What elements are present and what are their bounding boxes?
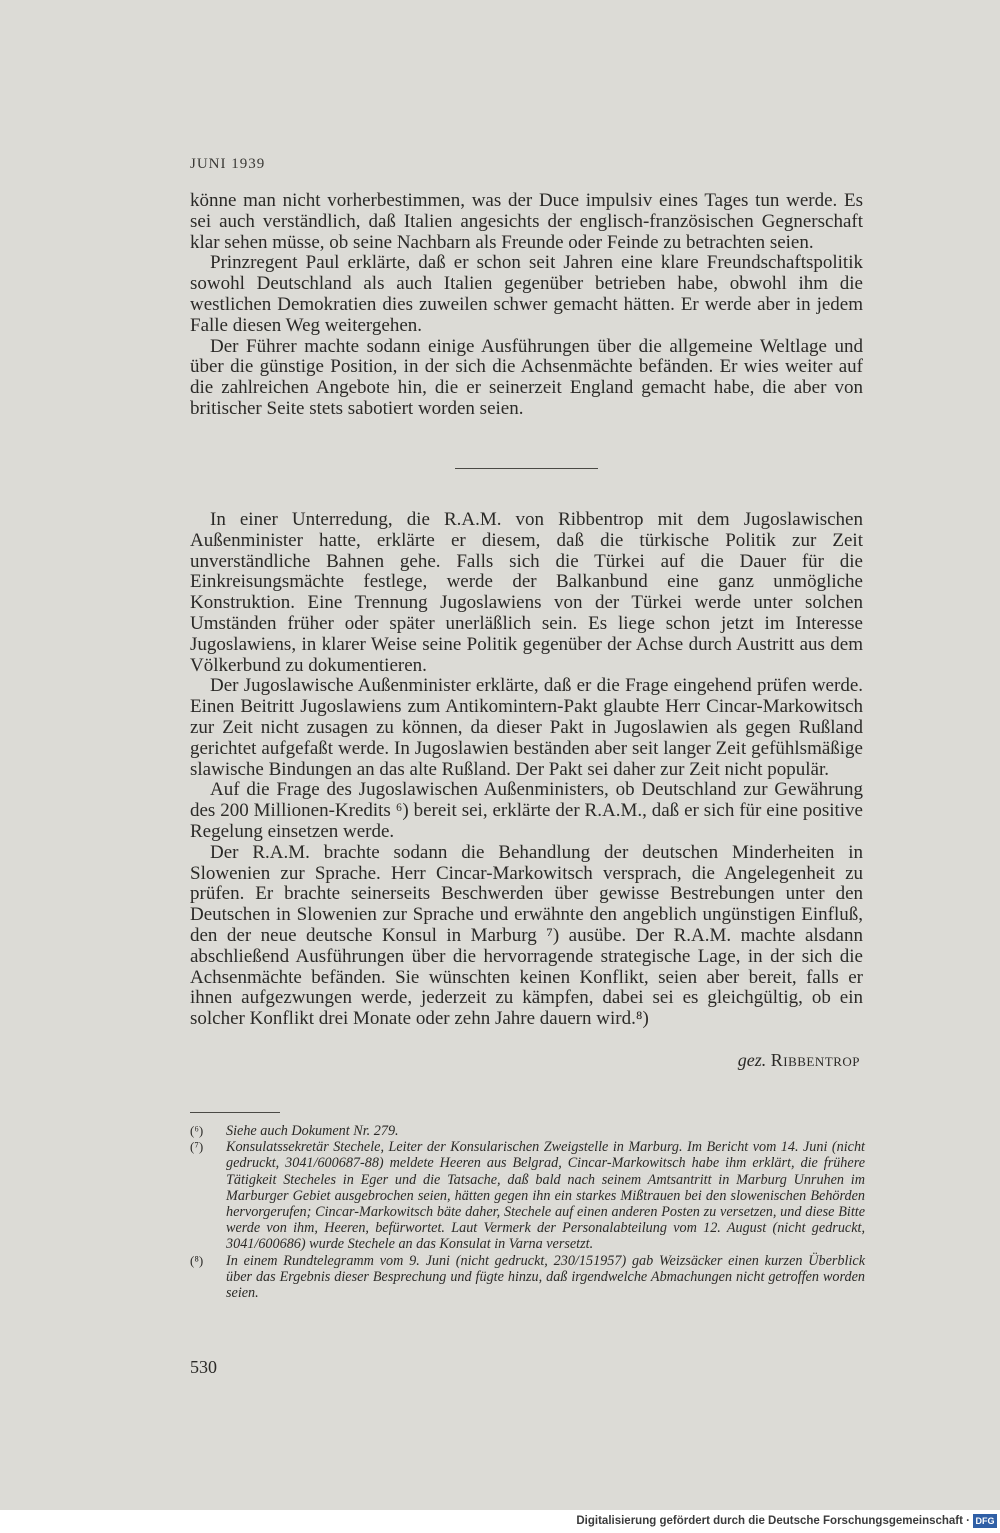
signature-name: Ribbentrop: [770, 1050, 860, 1070]
signature-prefix: gez.: [737, 1050, 767, 1070]
footnotes: [190, 1123, 865, 1301]
paragraph: könne man nicht vorherbestimmen, was der Duce impulsiv eines Tages tun werde. Es sei auch verständlich, daß Italien angesichts der englisch-französischen Gegnerschaft klar sehen müsse, ob seine Nachbarn als Freunde oder Feinde zu betrachten seien.: [190, 190, 863, 253]
footnote-mark: (⁶): [190, 1123, 204, 1138]
dfg-logo-icon: DFG: [973, 1514, 997, 1528]
running-head: JUNI 1939: [190, 156, 266, 172]
footer-credit-text: Digitalisierung gefördert durch die Deutsche Forschungsgemeinschaft ·: [576, 1515, 970, 1527]
paragraph: Der Führer machte sodann einige Ausführungen über die allgemeine Weltlage und über die günstige Position, in der sich die Achsenmächte befänden. Er wies weiter auf die zahlreichen Angebote hin, die er seinerzeit England gemacht habe, die aber von britischer Seite stets sabotiert worden seien.: [190, 335, 863, 419]
footnote-mark: (⁷): [190, 1139, 204, 1155]
footnote: [190, 1139, 865, 1252]
footnote-rule: [190, 1112, 280, 1113]
footnote-text: In einem Rundtelegramm vom 9. Juni (nicht gedruckt, 230/151957) gab Weizsäcker einen kurzen Überblick über das Ergebnis dieser Besprechung und fügte hinzu, daß irgendwelche Abmachungen nicht getroffen worden seien.: [226, 1252, 865, 1302]
digitization-footer: [0, 1510, 1000, 1533]
section-divider: [455, 468, 598, 469]
section-1-text: [190, 191, 863, 420]
footnote: [190, 1123, 865, 1139]
footnote: [190, 1253, 865, 1302]
footnote-mark: (⁸): [190, 1252, 204, 1268]
paragraph: Der Jugoslawische Außenminister erklärte, daß er die Frage eingehend prüfen werde. Einen Beitritt Jugoslawiens zum Antikomintern-Pakt glaubte Herr Cincar-Markowitsch zur Zeit nicht zusagen zu können, da dieser Pakt in Jugoslawien als gegen Rußland gerichtet aufgefaßt werde. In Jugoslawien beständen aber seit langer Zeit gefühlsmäßige slawische Bindungen an das alte Rußland. Der Pakt sei daher zur Zeit nicht populär.: [190, 675, 863, 780]
paragraph: In einer Unterredung, die R.A.M. von Ribbentrop mit dem Jugoslawischen Außenminister hatte, erklärte er diesem, daß die türkische Politik zur Zeit unverständliche Bahnen gehe. Falls sich die Türkei auf die Dauer für die Einkreisungsmächte festlege, werde der Balkanbund eine ganz unmögliche Konstruktion. Eine Trennung Jugoslawiens von der Türkei werde unter solchen Umständen früher oder später unerläßlich sein. Es liege schon jetzt im Interesse Jugoslawiens, in klarer Weise seine Politik gegenüber der Achse durch Austritt aus dem Völkerbund zu dokumentieren.: [190, 509, 863, 676]
paragraph: Der R.A.M. brachte sodann die Behandlung der deutschen Minderheiten in Slowenien zur Sprache. Herr Cincar-Markowitsch versprach, die Angelegenheit zu prüfen. Er brachte seinerseits Beschwerden über gewisse Bestrebungen unter den Deutschen in Slowenien zur Sprache und erwähnte den angeblich ungünstigen Einfluß, den der neue deutsche Konsul in Marburg ⁷) ausübe. Der R.A.M. machte alsdann abschließend Ausführungen über die hervorragende strategische Lage, in der sich die Achsenmächte befänden. Sie wünschten keinen Konflikt, seien aber bereit, falls er ihnen aufgezwungen werde, jederzeit zu kämpfen, dabei sei es gleichgültig, ob ein solcher Konflikt drei Monate oder zehn Jahre dauern wird.⁸): [190, 841, 863, 1030]
paragraph: Auf die Frage des Jugoslawischen Außenministers, ob Deutschland zur Gewährung des 200 Millionen-Kredits ⁶) bereit sei, erklärte der R.A.M., daß er sich für eine positive Regelung einsetzen werde.: [190, 779, 863, 842]
page-number: 530: [190, 1357, 217, 1377]
footnote-text: Siehe auch Dokument Nr. 279.: [226, 1123, 399, 1139]
section-2-text: [190, 510, 863, 1030]
signature: [738, 1050, 860, 1071]
paragraph: Prinzregent Paul erklärte, daß er schon seit Jahren eine klare Freundschaftspolitik sowohl Deutschland als auch Italien gegenüber betrieben habe, obwohl ihm die westlichen Demokratien dies zuweilen schwer gemacht hätten. Er werde aber in jedem Falle diesen Weg weitergehen.: [190, 252, 863, 336]
footnote-text: Konsulatssekretär Stechele, Leiter der Konsularischen Zweigstelle in Marburg. Im Bericht vom 14. Juni (nicht gedruckt, 3041/600687-88) meldete Heeren aus Belgrad, Cincar-Markowitsch habe ihm erklärt, die frühere Tätigkeit Stecheles in Eger und die Tatsache, daß bald nach seinem Amtsantritt in Marburg Unruhen im Marburger Gebiet ausgebrochen seien, hätten gegen ihn ein starkes Mißtrauen bei den slowenischen Behörden hervorgerufen; Cincar-Markowitsch bäte daher, Stechele auf einen anderen Posten zu versetzen, und diese Bitte werde von ihm, Heeren, befürwortet. Laut Vermerk der Personalabteilung vom 12. August (nicht gedruckt, 3041/600686) wurde Stechele an das Konsulat in Varna versetzt.: [226, 1139, 865, 1253]
